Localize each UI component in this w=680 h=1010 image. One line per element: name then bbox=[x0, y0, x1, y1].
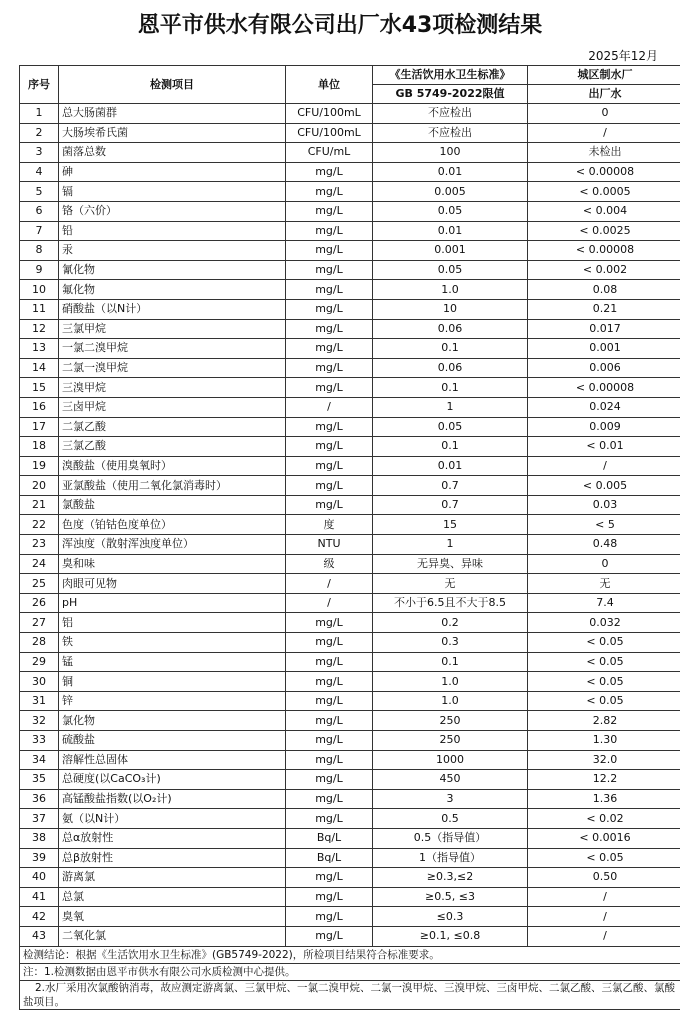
row-standard-limit: 0.7 bbox=[373, 495, 528, 515]
table-row bbox=[20, 613, 680, 633]
row-unit: mg/L bbox=[286, 319, 373, 339]
table-row bbox=[20, 319, 680, 339]
row-number: 14 bbox=[20, 358, 59, 378]
row-standard-limit: 不小于6.5且不大于8.5 bbox=[373, 593, 528, 613]
row-item: 砷 bbox=[59, 162, 286, 182]
row-item: 铬（六价） bbox=[59, 201, 286, 221]
row-standard-limit: 1000 bbox=[373, 750, 528, 770]
row-number: 39 bbox=[20, 848, 59, 868]
row-item: 三溴甲烷 bbox=[59, 378, 286, 398]
row-unit: Bq/L bbox=[286, 848, 373, 868]
row-result: 0.032 bbox=[528, 613, 680, 633]
row-result: 0.03 bbox=[528, 495, 680, 515]
row-standard-limit: 0.5（指导值） bbox=[373, 828, 528, 848]
row-result: / bbox=[528, 887, 680, 907]
table-row bbox=[20, 339, 680, 359]
report-date: 2025年12月 bbox=[588, 47, 658, 64]
row-item: 氯化物 bbox=[59, 711, 286, 731]
row-standard-limit: 0.5 bbox=[373, 809, 528, 829]
row-result: < 0.002 bbox=[528, 260, 680, 280]
row-standard-limit: 0.001 bbox=[373, 241, 528, 261]
results-table-body bbox=[20, 104, 680, 947]
table-row bbox=[20, 378, 680, 398]
row-item: 铜 bbox=[59, 672, 286, 692]
table-row bbox=[20, 907, 680, 927]
row-number: 4 bbox=[20, 162, 59, 182]
row-number: 1 bbox=[20, 104, 59, 124]
row-result: 0.009 bbox=[528, 417, 680, 437]
row-unit: mg/L bbox=[286, 476, 373, 496]
row-unit: mg/L bbox=[286, 260, 373, 280]
row-number: 30 bbox=[20, 672, 59, 692]
row-result: 2.82 bbox=[528, 711, 680, 731]
row-unit: mg/L bbox=[286, 926, 373, 946]
row-item: 氨（以N计） bbox=[59, 809, 286, 829]
row-unit: mg/L bbox=[286, 456, 373, 476]
row-standard-limit: ≥0.3,≤2 bbox=[373, 868, 528, 888]
row-item: 铁 bbox=[59, 633, 286, 653]
row-item: 溴酸盐（使用臭氧时） bbox=[59, 456, 286, 476]
row-item: 浑浊度（散射浑浊度单位） bbox=[59, 535, 286, 555]
table-row bbox=[20, 221, 680, 241]
row-standard-limit: 0.1 bbox=[373, 339, 528, 359]
row-standard-limit: 0.1 bbox=[373, 652, 528, 672]
row-standard-limit: 1.0 bbox=[373, 691, 528, 711]
row-unit: mg/L bbox=[286, 162, 373, 182]
row-result: < 0.05 bbox=[528, 691, 680, 711]
row-item: 二氯一溴甲烷 bbox=[59, 358, 286, 378]
table-row bbox=[20, 731, 680, 751]
table-row bbox=[20, 711, 680, 731]
row-result: / bbox=[528, 926, 680, 946]
table-row bbox=[20, 633, 680, 653]
page-title: 恩平市供水有限公司出厂水43项检测结果 bbox=[0, 8, 680, 39]
row-number: 40 bbox=[20, 868, 59, 888]
row-result: 0.006 bbox=[528, 358, 680, 378]
row-standard-limit: 0.1 bbox=[373, 378, 528, 398]
row-standard-limit: 0.3 bbox=[373, 633, 528, 653]
row-item: 溶解性总固体 bbox=[59, 750, 286, 770]
row-result: 0.001 bbox=[528, 339, 680, 359]
row-result: 0.50 bbox=[528, 868, 680, 888]
row-item: 三卤甲烷 bbox=[59, 397, 286, 417]
row-unit: mg/L bbox=[286, 672, 373, 692]
row-item: 氯酸盐 bbox=[59, 495, 286, 515]
row-item: 游离氯 bbox=[59, 868, 286, 888]
row-unit: mg/L bbox=[286, 339, 373, 359]
row-standard-limit: 0.06 bbox=[373, 319, 528, 339]
row-number: 11 bbox=[20, 299, 59, 319]
row-number: 36 bbox=[20, 789, 59, 809]
row-number: 34 bbox=[20, 750, 59, 770]
row-item: 镉 bbox=[59, 182, 286, 202]
row-number: 5 bbox=[20, 182, 59, 202]
row-item: 二氯乙酸 bbox=[59, 417, 286, 437]
table-row bbox=[20, 241, 680, 261]
row-result: < 0.00008 bbox=[528, 378, 680, 398]
row-result: < 0.05 bbox=[528, 652, 680, 672]
results-table bbox=[19, 65, 680, 1010]
row-number: 10 bbox=[20, 280, 59, 300]
row-standard-limit: 不应检出 bbox=[373, 123, 528, 143]
row-item: 总α放射性 bbox=[59, 828, 286, 848]
row-number: 35 bbox=[20, 770, 59, 790]
row-standard-limit: 1 bbox=[373, 535, 528, 555]
table-row bbox=[20, 280, 680, 300]
row-result: / bbox=[528, 907, 680, 927]
row-unit: mg/L bbox=[286, 437, 373, 457]
row-standard-limit: 0.01 bbox=[373, 162, 528, 182]
row-item: 大肠埃希氏菌 bbox=[59, 123, 286, 143]
row-standard-limit: 250 bbox=[373, 731, 528, 751]
table-row bbox=[20, 456, 680, 476]
row-number: 38 bbox=[20, 828, 59, 848]
row-number: 26 bbox=[20, 593, 59, 613]
header-item: 检测项目 bbox=[59, 66, 286, 104]
row-result: 12.2 bbox=[528, 770, 680, 790]
row-result: < 0.05 bbox=[528, 672, 680, 692]
header-plant: 城区制水厂 bbox=[528, 66, 680, 85]
row-item: 菌落总数 bbox=[59, 143, 286, 163]
row-result: / bbox=[528, 456, 680, 476]
row-unit: mg/L bbox=[286, 417, 373, 437]
row-item: 铅 bbox=[59, 221, 286, 241]
row-number: 2 bbox=[20, 123, 59, 143]
row-result: 0.024 bbox=[528, 397, 680, 417]
row-result: < 0.05 bbox=[528, 633, 680, 653]
row-number: 42 bbox=[20, 907, 59, 927]
row-standard-limit: 不应检出 bbox=[373, 104, 528, 124]
row-standard-limit: 0.05 bbox=[373, 417, 528, 437]
row-standard-limit: 0.005 bbox=[373, 182, 528, 202]
row-number: 17 bbox=[20, 417, 59, 437]
row-result: < 0.05 bbox=[528, 848, 680, 868]
row-number: 23 bbox=[20, 535, 59, 555]
row-number: 43 bbox=[20, 926, 59, 946]
table-row bbox=[20, 770, 680, 790]
row-item: 汞 bbox=[59, 241, 286, 261]
row-standard-limit: 1.0 bbox=[373, 672, 528, 692]
row-standard-limit: 0.1 bbox=[373, 437, 528, 457]
row-item: 氰化物 bbox=[59, 260, 286, 280]
row-number: 33 bbox=[20, 731, 59, 751]
row-number: 3 bbox=[20, 143, 59, 163]
row-unit: CFU/100mL bbox=[286, 104, 373, 124]
row-unit: mg/L bbox=[286, 280, 373, 300]
row-standard-limit: 450 bbox=[373, 770, 528, 790]
row-item: pH bbox=[59, 593, 286, 613]
row-number: 25 bbox=[20, 574, 59, 594]
header-outlet-water: 出厂水 bbox=[528, 85, 680, 104]
row-standard-limit: 250 bbox=[373, 711, 528, 731]
row-unit: 度 bbox=[286, 515, 373, 535]
table-row bbox=[20, 691, 680, 711]
row-item: 总β放射性 bbox=[59, 848, 286, 868]
table-row bbox=[20, 828, 680, 848]
row-unit: 级 bbox=[286, 554, 373, 574]
table-row bbox=[20, 143, 680, 163]
table-row bbox=[20, 201, 680, 221]
row-result: < 0.005 bbox=[528, 476, 680, 496]
row-standard-limit: 1 bbox=[373, 397, 528, 417]
row-result: < 0.0016 bbox=[528, 828, 680, 848]
row-item: 锌 bbox=[59, 691, 286, 711]
row-standard-limit: 100 bbox=[373, 143, 528, 163]
row-number: 20 bbox=[20, 476, 59, 496]
row-number: 9 bbox=[20, 260, 59, 280]
row-unit: mg/L bbox=[286, 221, 373, 241]
row-result: / bbox=[528, 123, 680, 143]
table-row bbox=[20, 260, 680, 280]
header-no: 序号 bbox=[20, 66, 59, 104]
row-number: 13 bbox=[20, 339, 59, 359]
row-item: 锰 bbox=[59, 652, 286, 672]
row-result: 0.21 bbox=[528, 299, 680, 319]
row-result: 0 bbox=[528, 104, 680, 124]
table-row bbox=[20, 926, 680, 946]
row-item: 肉眼可见物 bbox=[59, 574, 286, 594]
row-number: 16 bbox=[20, 397, 59, 417]
row-standard-limit: ≥0.5, ≤3 bbox=[373, 887, 528, 907]
table-row bbox=[20, 358, 680, 378]
table-row bbox=[20, 476, 680, 496]
row-number: 28 bbox=[20, 633, 59, 653]
row-unit: mg/L bbox=[286, 809, 373, 829]
row-item: 三氯乙酸 bbox=[59, 437, 286, 457]
row-result: 0.48 bbox=[528, 535, 680, 555]
row-standard-limit: 3 bbox=[373, 789, 528, 809]
row-unit: mg/L bbox=[286, 299, 373, 319]
row-number: 12 bbox=[20, 319, 59, 339]
row-result: < 5 bbox=[528, 515, 680, 535]
row-number: 21 bbox=[20, 495, 59, 515]
row-standard-limit: 0.06 bbox=[373, 358, 528, 378]
row-number: 27 bbox=[20, 613, 59, 633]
row-standard-limit: 无异臭、异味 bbox=[373, 554, 528, 574]
row-unit: mg/L bbox=[286, 711, 373, 731]
row-unit: mg/L bbox=[286, 868, 373, 888]
row-unit: mg/L bbox=[286, 613, 373, 633]
table-row bbox=[20, 417, 680, 437]
row-unit: CFU/100mL bbox=[286, 123, 373, 143]
row-standard-limit: ≤0.3 bbox=[373, 907, 528, 927]
row-unit: mg/L bbox=[286, 731, 373, 751]
row-result: 0.017 bbox=[528, 319, 680, 339]
row-result: < 0.0025 bbox=[528, 221, 680, 241]
table-row bbox=[20, 397, 680, 417]
row-standard-limit: 1（指导值） bbox=[373, 848, 528, 868]
row-result: 32.0 bbox=[528, 750, 680, 770]
row-unit: mg/L bbox=[286, 241, 373, 261]
row-result: < 0.0005 bbox=[528, 182, 680, 202]
table-row bbox=[20, 299, 680, 319]
row-standard-limit: 0.01 bbox=[373, 221, 528, 241]
row-result: < 0.00008 bbox=[528, 162, 680, 182]
row-item: 硫酸盐 bbox=[59, 731, 286, 751]
table-row bbox=[20, 809, 680, 829]
row-item: 臭和味 bbox=[59, 554, 286, 574]
header-unit: 单位 bbox=[286, 66, 373, 104]
row-item: 臭氧 bbox=[59, 907, 286, 927]
table-row bbox=[20, 593, 680, 613]
table-row bbox=[20, 887, 680, 907]
note-2-text: 2.水厂采用次氯酸钠消毒，故应测定游离氯、三氯甲烷、一氯二溴甲烷、二氯一溴甲烷、三溴甲烷、三卤甲烷、二氯乙酸、三氯乙酸、氯酸盐项目。 bbox=[23, 982, 675, 1008]
row-unit: NTU bbox=[286, 535, 373, 555]
row-unit: mg/L bbox=[286, 378, 373, 398]
row-result: 7.4 bbox=[528, 593, 680, 613]
table-row bbox=[20, 750, 680, 770]
row-item: 铝 bbox=[59, 613, 286, 633]
table-row bbox=[20, 495, 680, 515]
row-unit: mg/L bbox=[286, 887, 373, 907]
table-row bbox=[20, 868, 680, 888]
row-number: 31 bbox=[20, 691, 59, 711]
row-number: 24 bbox=[20, 554, 59, 574]
row-standard-limit: 10 bbox=[373, 299, 528, 319]
row-result: < 0.02 bbox=[528, 809, 680, 829]
row-result: < 0.004 bbox=[528, 201, 680, 221]
row-result: 未检出 bbox=[528, 143, 680, 163]
row-standard-limit: 15 bbox=[373, 515, 528, 535]
row-item: 三氯甲烷 bbox=[59, 319, 286, 339]
row-number: 22 bbox=[20, 515, 59, 535]
row-result: 0.08 bbox=[528, 280, 680, 300]
note-1: 注：1.检测数据由恩平市供水有限公司水质检测中心提供。 bbox=[20, 963, 680, 980]
row-number: 15 bbox=[20, 378, 59, 398]
header-standard: 《生活饮用水卫生标准》 bbox=[373, 66, 528, 85]
row-standard-limit: 无 bbox=[373, 574, 528, 594]
row-unit: mg/L bbox=[286, 182, 373, 202]
row-standard-limit: 0.7 bbox=[373, 476, 528, 496]
table-row bbox=[20, 672, 680, 692]
row-item: 高锰酸盐指数(以O₂计) bbox=[59, 789, 286, 809]
row-result: < 0.01 bbox=[528, 437, 680, 457]
row-result: < 0.00008 bbox=[528, 241, 680, 261]
row-number: 32 bbox=[20, 711, 59, 731]
row-standard-limit: 0.2 bbox=[373, 613, 528, 633]
row-item: 亚氯酸盐（使用二氧化氯消毒时） bbox=[59, 476, 286, 496]
row-unit: / bbox=[286, 574, 373, 594]
row-item: 总大肠菌群 bbox=[59, 104, 286, 124]
table-row bbox=[20, 437, 680, 457]
table-row bbox=[20, 789, 680, 809]
table-row bbox=[20, 162, 680, 182]
row-unit: / bbox=[286, 397, 373, 417]
row-number: 18 bbox=[20, 437, 59, 457]
row-item: 总氯 bbox=[59, 887, 286, 907]
row-item: 色度（铂钴色度单位） bbox=[59, 515, 286, 535]
row-unit: mg/L bbox=[286, 907, 373, 927]
table-row bbox=[20, 104, 680, 124]
row-number: 6 bbox=[20, 201, 59, 221]
row-number: 7 bbox=[20, 221, 59, 241]
table-row bbox=[20, 554, 680, 574]
row-item: 氟化物 bbox=[59, 280, 286, 300]
table-row bbox=[20, 848, 680, 868]
row-result: 1.30 bbox=[528, 731, 680, 751]
table-row bbox=[20, 652, 680, 672]
row-standard-limit: 1.0 bbox=[373, 280, 528, 300]
row-unit: Bq/L bbox=[286, 828, 373, 848]
table-row bbox=[20, 182, 680, 202]
row-item: 二氧化氯 bbox=[59, 926, 286, 946]
row-number: 37 bbox=[20, 809, 59, 829]
row-unit: mg/L bbox=[286, 770, 373, 790]
table-row bbox=[20, 535, 680, 555]
table-row bbox=[20, 574, 680, 594]
row-number: 8 bbox=[20, 241, 59, 261]
row-number: 29 bbox=[20, 652, 59, 672]
row-item: 总硬度(以CaCO₃计) bbox=[59, 770, 286, 790]
row-unit: mg/L bbox=[286, 789, 373, 809]
row-standard-limit: ≥0.1, ≤0.8 bbox=[373, 926, 528, 946]
row-result: 1.36 bbox=[528, 789, 680, 809]
row-result: 0 bbox=[528, 554, 680, 574]
row-result: 无 bbox=[528, 574, 680, 594]
header-standard-limit: GB 5749-2022限值 bbox=[373, 85, 528, 104]
row-unit: mg/L bbox=[286, 495, 373, 515]
row-number: 41 bbox=[20, 887, 59, 907]
row-item: 硝酸盐（以N计） bbox=[59, 299, 286, 319]
row-unit: CFU/mL bbox=[286, 143, 373, 163]
row-unit: mg/L bbox=[286, 358, 373, 378]
table-row bbox=[20, 123, 680, 143]
row-unit: mg/L bbox=[286, 750, 373, 770]
row-item: 一氯二溴甲烷 bbox=[59, 339, 286, 359]
conclusion-text: 检测结论：根据《生活饮用水卫生标准》(GB5749-2022)，所检项目结果符合标准要求。 bbox=[20, 946, 680, 963]
row-number: 19 bbox=[20, 456, 59, 476]
row-unit: / bbox=[286, 593, 373, 613]
row-unit: mg/L bbox=[286, 201, 373, 221]
row-unit: mg/L bbox=[286, 652, 373, 672]
row-unit: mg/L bbox=[286, 633, 373, 653]
table-row bbox=[20, 515, 680, 535]
row-standard-limit: 0.05 bbox=[373, 260, 528, 280]
row-standard-limit: 0.01 bbox=[373, 456, 528, 476]
row-unit: mg/L bbox=[286, 691, 373, 711]
row-standard-limit: 0.05 bbox=[373, 201, 528, 221]
